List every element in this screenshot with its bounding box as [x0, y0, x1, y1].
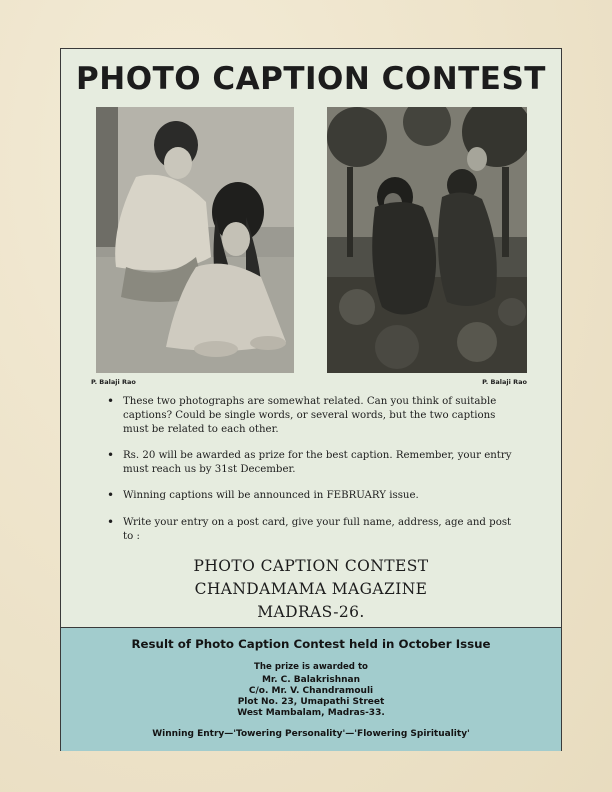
winner-line: C/o. Mr. V. Chandramouli — [248, 686, 374, 696]
page-title: PHOTO CAPTION CONTEST — [76, 61, 546, 97]
instruction-item: • Rs. 20 will be awarded as prize for the best caption. Remember, your entry must reach us by 31st December. — [107, 449, 517, 489]
instruction-item: • These two photographs are somewhat related. Can you think of suitable captions? Could be single words, or several words, but the two captions must be related to each other. — [107, 395, 517, 449]
photo-monkeys-grooming — [327, 107, 527, 373]
winning-entry: Winning Entry—'Towering Personality'—'Flowering Spirituality' — [152, 729, 470, 739]
result-panel — [61, 627, 561, 751]
photo-girls-hair — [96, 107, 294, 373]
prize-line: The prize is awarded to — [254, 662, 368, 672]
instruction-item: • Write your entry on a post card, give your full name, address, age and post to : — [107, 516, 517, 546]
photo-credit-right: P. Balaji Rao — [482, 378, 527, 386]
winner-details — [61, 675, 561, 719]
contest-frame — [60, 48, 562, 751]
winner-line: Plot No. 23, Umapathi Street — [237, 697, 385, 707]
mailing-address — [61, 555, 561, 624]
photo-credit-left: P. Balaji Rao — [91, 378, 136, 386]
contest-instructions — [107, 395, 517, 546]
winner-line: Mr. C. Balakrishnan — [261, 675, 361, 685]
instruction-item: • Winning captions will be announced in FEBRUARY issue. — [107, 489, 517, 516]
result-heading: Result of Photo Caption Contest held in October Issue — [131, 637, 491, 651]
address-line: CHANDAMAMA MAGAZINE — [194, 580, 428, 598]
address-line: PHOTO CAPTION CONTEST — [193, 557, 429, 575]
address-line: MADRAS-26. — [257, 603, 365, 621]
winner-line: West Mambalam, Madras-33. — [237, 708, 385, 718]
